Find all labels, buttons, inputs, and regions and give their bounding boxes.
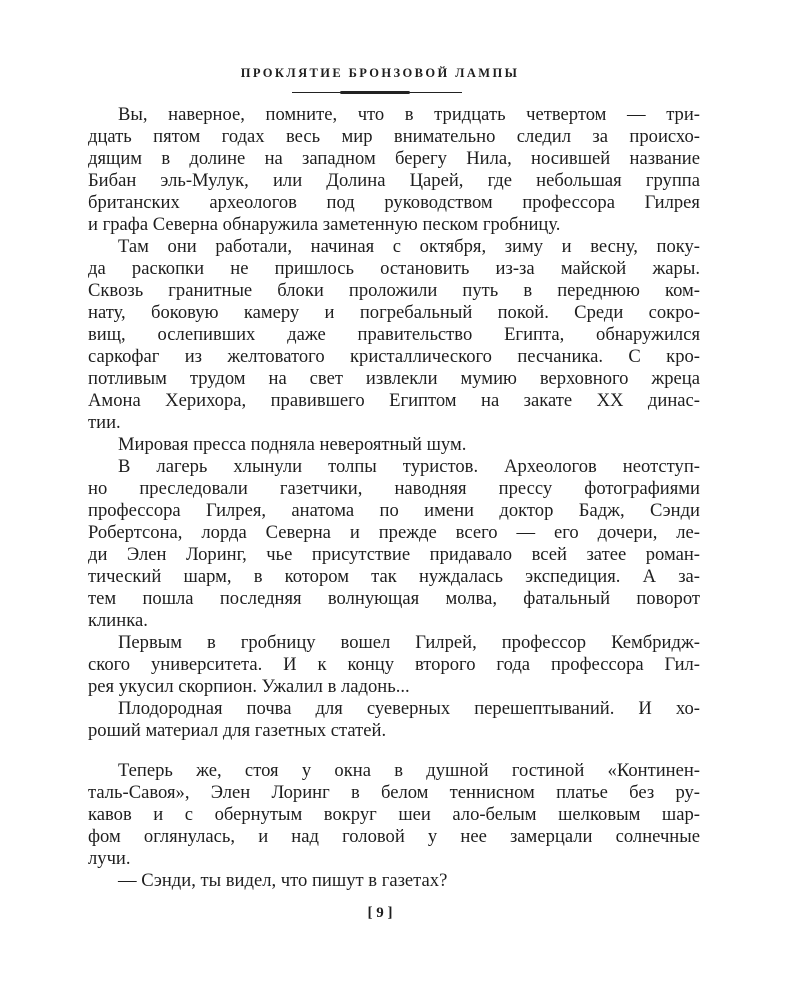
page-number: [ 9 ] (367, 905, 393, 921)
text-line: тем пошла последняя волнующая молва, фатальный поворот (88, 588, 700, 609)
text-line: тический шарм, в котором так нуждалась экспедиция. А за- (88, 566, 700, 587)
paragraph-break (88, 742, 700, 760)
text-line: ского университета. И к концу второго года профессора Гил- (88, 654, 700, 675)
text-line: да раскопки не пришлось остановить из-за майской жары. (88, 258, 700, 279)
text-line: и графа Северна обнаружила заметенную песком гробницу. (88, 214, 561, 235)
text-line: британских археологов под руководством профессора Гилрея (88, 192, 700, 213)
text-line: нату, боковую камеру и погребальный покой. Среди сокро- (88, 302, 700, 323)
text-line: Сквозь гранитные блоки проложили путь в переднюю ком- (88, 280, 700, 301)
text-line: потливым трудом на свет извлекли мумию верховного жреца (88, 368, 700, 389)
text-line: — Сэнди, ты видел, что пишут в газетах? (118, 870, 448, 891)
header-divider-ornament (340, 91, 410, 94)
text-line: профессора Гилрея, анатома по имени доктор Бадж, Сэнди (88, 500, 700, 521)
text-line: Теперь же, стоя у окна в душной гостиной «Континен- (118, 760, 700, 781)
text-line: таль-Савоя», Элен Лоринг в белом теннисном платье без ру- (88, 782, 700, 803)
text-line: Амона Херихора, правившего Египтом на закате XX динас- (88, 390, 700, 411)
text-line: но преследовали газетчики, наводняя прессу фотографиями (88, 478, 700, 499)
text-line: ди Элен Лоринг, чье присутствие придавало всей затее роман- (88, 544, 700, 565)
text-line: Бибан эль-Мулук, или Долина Царей, где небольшая группа (88, 170, 700, 191)
text-line: В лагерь хлынули толпы туристов. Археологов неотступ- (118, 456, 700, 477)
text-line: Мировая пресса подняла невероятный шум. (118, 434, 467, 455)
text-line: вищ, ослепивших даже правительство Египта, обнаружился (88, 324, 700, 345)
text-line: кавов и с обернутым вокруг шеи ало-белым шелковым шар- (88, 804, 700, 825)
text-line: Вы, наверное, помните, что в тридцать четвертом — три- (118, 104, 700, 125)
text-line: Робертсона, лорда Северна и прежде всего — его дочери, ле- (88, 522, 700, 543)
text-line: Там они работали, начиная с октября, зиму и весну, поку- (118, 236, 700, 257)
text-line: тии. (88, 412, 121, 433)
text-line: лучи. (88, 848, 131, 869)
text-line: клинка. (88, 610, 148, 631)
text-line: Первым в гробницу вошел Гилрей, профессор Кембридж- (118, 632, 700, 653)
text-line: Плодородная почва для суеверных перешептываний. И хо- (118, 698, 700, 719)
text-line: дцать пятом годах весь мир внимательно следил за происхо- (88, 126, 700, 147)
running-title: ПРОКЛЯТИЕ БРОНЗОВОЙ ЛАМПЫ (240, 66, 520, 80)
text-line: фом оглянулась, и над головой у нее замерцали солнечные (88, 826, 700, 847)
text-line: саркофаг из желтоватого кристаллического песчаника. С кро- (88, 346, 700, 367)
text-line: рея укусил скорпион. Ужалил в ладонь... (88, 676, 410, 697)
text-line: дящим в долине на западном берегу Нила, носившей название (88, 148, 700, 169)
body-text (88, 104, 700, 892)
text-line: роший материал для газетных статей. (88, 720, 387, 741)
